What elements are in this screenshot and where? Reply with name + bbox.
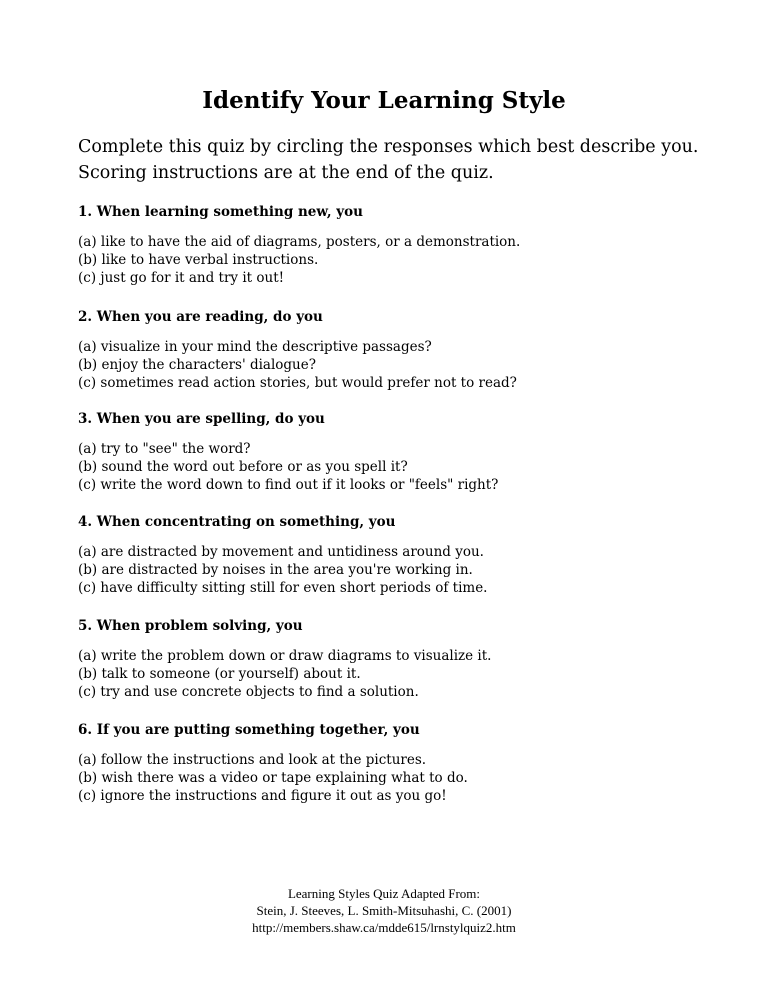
option-a: (a) follow the instructions and look at the pictures.	[78, 752, 427, 768]
question-heading: 5. When problem solving, you	[78, 618, 303, 634]
option-b: (b) talk to someone (or yourself) about it.	[78, 666, 361, 682]
citation-line-1: Learning Styles Quiz Adapted From:	[287, 886, 481, 901]
question-heading: 3. When you are spelling, do you	[78, 411, 325, 427]
option-a: (a) like to have the aid of diagrams, posters, or a demonstration.	[78, 234, 521, 250]
citation-url: http://members.shaw.ca/mdde615/lrnstylquiz2.htm	[252, 920, 516, 935]
option-c: (c) ignore the instructions and figure it out as you go!	[78, 788, 447, 804]
option-c: (c) just go for it and try it out!	[78, 270, 285, 286]
question-heading: 2. When you are reading, do you	[78, 309, 323, 325]
option-c: (c) try and use concrete objects to find a solution.	[78, 684, 419, 700]
citation-line-2: Stein, J. Steeves, L. Smith-Mitsuhashi, C. (2001)	[256, 903, 512, 918]
source-citation	[0, 885, 768, 936]
option-b: (b) like to have verbal instructions.	[78, 252, 319, 268]
option-b: (b) wish there was a video or tape explaining what to do.	[78, 770, 468, 786]
question-1	[78, 203, 718, 287]
option-c: (c) have difficulty sitting still for even short periods of time.	[78, 580, 488, 596]
option-a: (a) write the problem down or draw diagrams to visualize it.	[78, 648, 492, 664]
option-a: (a) are distracted by movement and untidiness around you.	[78, 544, 484, 560]
question-heading: 6. If you are putting something together, you	[78, 722, 420, 738]
question-2	[78, 308, 718, 392]
option-a: (a) visualize in your mind the descriptive passages?	[78, 339, 432, 355]
page-title: Identify Your Learning Style	[202, 87, 566, 114]
option-b: (b) enjoy the characters' dialogue?	[78, 357, 316, 373]
option-a: (a) try to "see" the word?	[78, 441, 251, 457]
intro-line-2: Scoring instructions are at the end of the quiz.	[78, 163, 494, 183]
question-heading: 4. When concentrating on something, you	[78, 514, 396, 530]
question-4	[78, 513, 718, 597]
option-c: (c) write the word down to find out if it looks or "feels" right?	[78, 477, 499, 493]
option-b: (b) sound the word out before or as you spell it?	[78, 459, 408, 475]
option-b: (b) are distracted by noises in the area you're working in.	[78, 562, 473, 578]
question-5	[78, 617, 718, 701]
option-c: (c) sometimes read action stories, but would prefer not to read?	[78, 375, 517, 391]
intro-line-1: Complete this quiz by circling the responses which best describe you.	[78, 137, 699, 157]
question-6	[78, 721, 718, 805]
question-heading: 1. When learning something new, you	[78, 204, 363, 220]
question-3	[78, 410, 718, 494]
intro-paragraph	[78, 134, 698, 186]
